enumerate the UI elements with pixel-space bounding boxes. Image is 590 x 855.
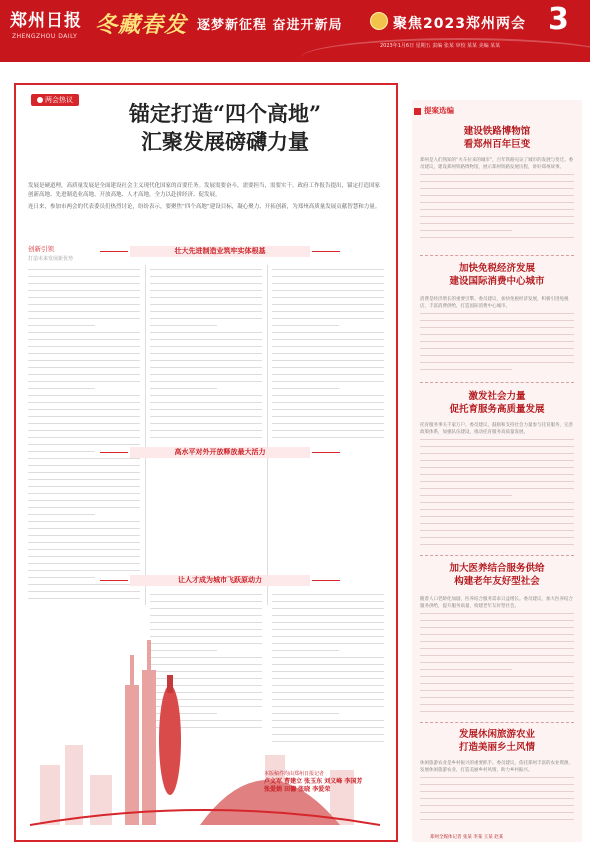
text-line [28,552,140,557]
text-line [150,426,262,431]
body-column-1 [28,265,140,605]
text-line [420,673,574,677]
text-line [420,694,574,698]
text-line [420,345,574,349]
section-heading-opening: 高水平对外开放释放最大活力 [130,447,310,458]
text-line [28,328,140,333]
column-divider [267,265,268,605]
lead-paragraph-1: 发展是硬道理，高质量发展是全面建设社会主义现代化国家的首要任务。发展需要奋斗，需要担当，需要实干。政府工作报告提出，锚定打造国家创新高地、先进制造业高地、开放高地、人才高地，全力以赴拼经济、促发展。 [28,183,381,198]
text-line [272,391,384,396]
text-line [28,489,140,494]
text-line [28,510,95,515]
proposal-divider [420,382,574,383]
text-line [150,377,262,382]
text-line [150,370,262,375]
text-line [272,426,384,431]
text-line [420,310,574,314]
text-line [150,433,262,438]
text-line [272,328,384,333]
text-line [420,234,574,238]
text-line [420,610,574,614]
text-line [420,171,574,175]
text-line [28,272,140,277]
proposal-text-5 [420,760,574,830]
badge-icon [37,97,43,103]
text-line [272,272,384,277]
text-line [272,265,384,270]
text-line [420,227,512,231]
text-line [28,566,140,571]
text-line [272,286,384,291]
proposal-heading-3: 激发社会力量 促托育服务高质量发展 [449,391,545,415]
text-line [420,527,574,531]
proposal-heading-4: 加大医养结合服务供给 构建老年友好型社会 [449,563,545,587]
text-line [150,356,262,361]
text-line [272,597,384,602]
body-column-3 [272,265,384,605]
proposal-heading-5: 发展休闲旅游农业 打造美丽乡土风情 [458,729,535,753]
text-line [150,391,262,396]
body-column-2 [150,265,262,605]
text-line [150,384,217,389]
text-line [150,419,262,424]
text-line [28,391,140,396]
text-line [420,192,574,196]
text-line [420,666,512,670]
text-line [420,485,574,489]
text-line [420,499,574,503]
text-line [28,384,95,389]
text-line [150,590,262,595]
text-line [420,701,574,705]
text-line [150,293,262,298]
text-line [420,324,574,328]
text-line [420,624,574,628]
text-line [420,464,574,468]
text-line [420,631,574,635]
lead-paragraph [28,182,383,212]
section-title: 聚焦2023郑州两会 [393,16,526,32]
masthead-info: 2023年1月6日 星期五 责编 张某 审校 某某 美编 某某 [380,43,501,49]
text-line [420,774,574,778]
text-line [28,545,140,550]
text-line [28,468,140,473]
credit-title: 本版稿件均由郑州日报记者 [264,771,325,777]
subhead-innovation-title: 创新引领 [28,245,54,253]
text-line [150,314,262,319]
column-badge [31,94,79,106]
text-line [420,617,574,621]
text-line [420,185,574,189]
text-line [420,199,574,203]
credit-reporters-2: 张爱娟 田德 张晓 李爱荣 [264,786,331,793]
subhead-innovation-sub: 打造未来发展新优势 [28,256,74,262]
proposal-body-4: 随着人口老龄化加剧，医养结合服务需求日益增长。委员建议，加大医养结合服务供给，提升服务质量，构建老年友好型社会。 [420,597,573,609]
masthead [0,0,590,62]
twin-towers [125,640,156,825]
text-line [420,687,574,691]
text-line [420,788,574,792]
text-line [272,419,384,424]
text-line [28,307,140,312]
text-line [28,286,140,291]
proposal-heading-1: 建设铁路博物馆 看郑州百年巨变 [463,126,531,150]
text-line [150,597,262,602]
text-line [150,398,262,403]
text-line [420,795,574,799]
text-line [150,279,262,284]
text-line [28,314,140,319]
text-line [28,300,140,305]
text-line [272,307,384,312]
text-line [420,506,574,510]
text-line [420,317,574,321]
proposal-text-4 [420,596,574,716]
proposal-body-1: 郑州是人们熟知的“火车拉来的城市”，百年铁路见证了城市的发展与变迁。委员建议，建设郑州铁路博物馆，展示郑州铁路发展历程，讲好郑州故事。 [420,158,574,170]
article-credit [264,770,362,794]
text-line [420,541,574,545]
headline-line-2: 汇聚发展磅礴力量 [141,129,309,154]
text-line [28,377,140,382]
lead-paragraph-2: 连日来，参加市两会的代表委员们热烈讨论，纷纷表示，要聚焦“四个高地”建设目标，凝心聚力、开拓创新，为郑州高质量发展贡献智慧和力量。 [28,204,381,210]
text-line [28,370,140,375]
text-line [420,450,574,454]
text-line [28,496,140,501]
text-line [420,478,574,482]
text-line [420,220,574,224]
text-line [28,531,140,536]
text-line [150,412,262,417]
text-line [420,457,574,461]
text-line [150,342,262,347]
text-line [28,447,95,452]
text-line [420,443,574,447]
text-line [150,272,262,277]
text-line [28,461,140,466]
text-line [28,482,140,487]
text-line [420,781,574,785]
proposal-body-3: 托育服务事关千家万户。委员建议，鼓励和支持社会力量参与托育服务，完善政策体系，加强队伍建设，推动托育服务高质量发展。 [420,423,573,435]
text-line [420,513,574,517]
text-line [420,638,574,642]
text-line [28,293,140,298]
text-line [28,363,140,368]
text-line [420,359,574,363]
proposal-divider [420,555,574,556]
text-line [28,405,140,410]
headline [95,100,355,156]
text-line [28,503,140,508]
text-line [420,645,574,649]
text-line [272,398,384,403]
text-line [28,475,140,480]
text-line [272,356,384,361]
text-line [28,426,140,431]
text-line [420,352,574,356]
column-badge-label: 两会热议 [45,96,73,104]
text-line [28,335,140,340]
corncob-tower [159,675,181,795]
theme-slogan: 逐梦新征程 奋进开新局 [197,18,343,33]
text-line [28,419,140,424]
text-line [28,349,140,354]
proposal-heading-2: 加快免税经济发展 建设国际消费中心城市 [449,263,545,287]
text-line [420,331,574,335]
page-number: 3 [548,2,569,37]
text-line [28,356,140,361]
text-line [420,659,574,663]
text-line [28,517,140,522]
text-line [28,559,140,564]
text-line [420,809,574,813]
proposal-body-5: 休闲旅游农业是乡村振兴的重要抓手。委员建议，依托郑州丰富的农业资源，发展休闲旅游农业，打造美丽乡村风情，助力乡村振兴。 [420,761,573,773]
text-line [28,594,140,599]
proposals-badge [414,105,454,116]
text-line [272,377,384,382]
text-line [420,471,574,475]
text-line [150,604,262,609]
text-line [272,433,384,438]
theme-title: 冬藏春发 [95,12,188,38]
text-line [150,363,262,368]
text-line [28,279,140,284]
text-line [420,338,574,342]
text-line [272,384,339,389]
proposal-icon [414,108,421,115]
text-line [28,440,140,445]
text-line [272,405,384,410]
text-line [28,265,140,270]
text-line [420,534,574,538]
proposal-text-2 [420,296,574,376]
text-line [272,279,384,284]
text-line [28,433,140,438]
city-skyline-illustration [30,615,380,830]
newspaper-logo: 郑州日报 [10,11,82,31]
text-line [28,587,140,592]
text-line [272,590,384,595]
text-line [28,538,140,543]
text-line [272,349,384,354]
text-line [272,363,384,368]
text-line [420,816,574,820]
text-line [272,293,384,298]
text-line [150,349,262,354]
text-line [28,524,140,529]
subhead-innovation [28,244,73,262]
text-line [150,328,262,333]
text-line [28,342,140,347]
proposals-badge-label: 提案选编 [424,106,454,115]
text-line [28,454,140,459]
section-heading-manufacturing: 壮大先进制造业筑牢实体根基 [130,246,310,257]
text-line [420,708,574,712]
text-line [272,370,384,375]
text-line [28,398,140,403]
proposal-divider [420,722,574,723]
text-line [420,652,574,656]
text-line [150,300,262,305]
text-line [150,265,262,270]
text-line [272,342,384,347]
proposal-text-1 [420,157,574,247]
section-heading-talent: 让人才成为城市飞跃原动力 [130,575,310,586]
proposal-divider [420,255,574,256]
text-line [272,300,384,305]
text-line [150,321,217,326]
text-line [272,314,384,319]
text-line [420,366,512,370]
emblem-icon [370,12,388,30]
text-line [150,405,262,410]
credit-reporters: 卢文军 曹建立 张玉东 刘义峰 李国芳 [264,778,363,785]
text-line [28,412,140,417]
text-line [420,178,574,182]
proposal-body-2: 消费是经济增长的重要引擎。委员建议，加快免税经济发展，积极引进免税店，丰富消费供给，打造国际消费中心城市。 [420,297,569,309]
text-line [272,412,384,417]
proposal-text-3 [420,422,574,552]
text-line [28,573,95,578]
text-line [150,286,262,291]
text-line [272,321,339,326]
text-line [272,335,384,340]
text-line [420,680,574,684]
text-line [420,206,574,210]
text-line [28,321,95,326]
text-line [420,492,512,496]
text-line [272,604,384,609]
text-line [420,802,574,806]
text-line [420,213,574,217]
text-line [150,335,262,340]
proposals-credit: 郑州全媒体记者 张某 李某 王某 赵某 [430,835,504,840]
text-line [420,520,574,524]
text-line [420,436,574,440]
text-line [150,307,262,312]
newspaper-logo-en: ZHENGZHOU DAILY [12,33,78,40]
headline-line-1: 锚定打造“四个高地” [128,101,322,126]
column-divider [145,265,146,605]
